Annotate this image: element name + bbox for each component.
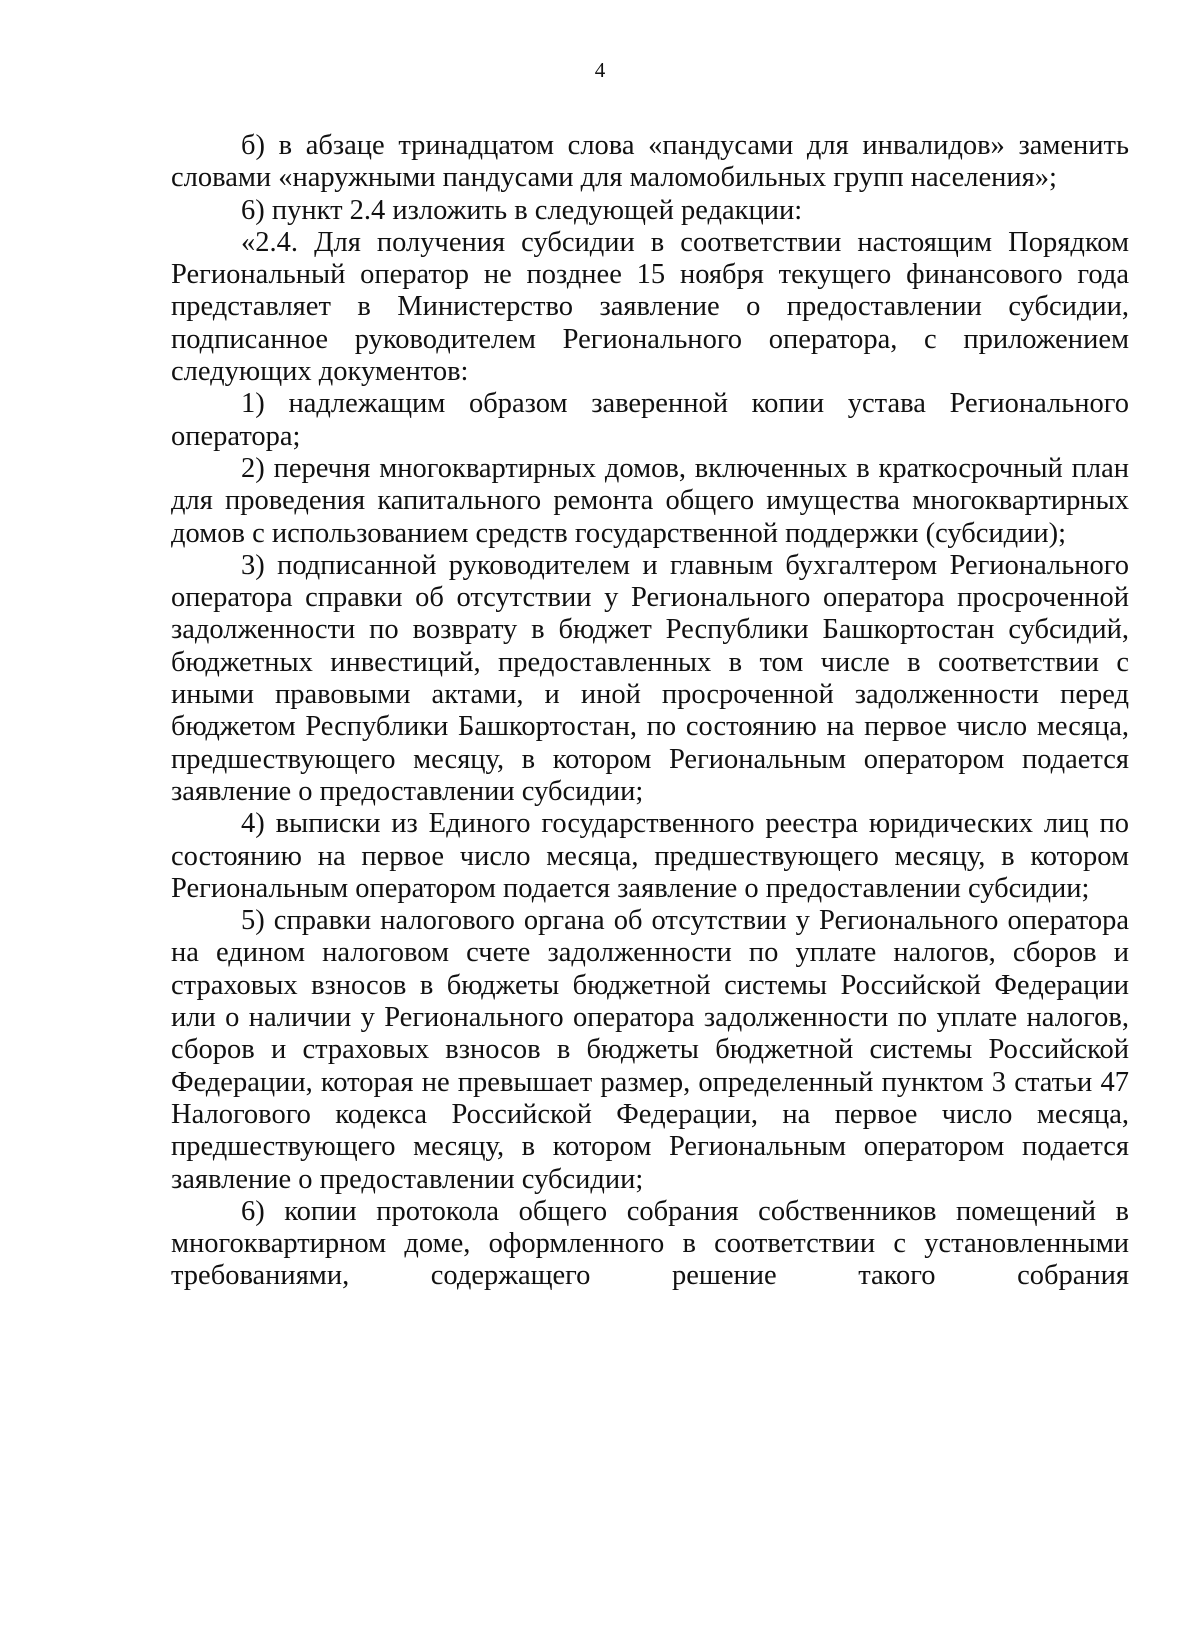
paragraph-item-6: 6) пункт 2.4 изложить в следующей редакции: bbox=[241, 194, 803, 226]
paragraph-2-4-intro: «2.4. Для получения субсидии в соответствии настоящим Порядком Региональный оператор не позднее 15 ноября текущего финансового года представляет в Министерство заявление о предоставлении субсидии, подписанное руководителем Регионального оператора, с приложением следующих документов: bbox=[171, 226, 1129, 388]
paragraph-item-b: б) в абзаце тринадцатом слова «пандусами для инвалидов» заменить словами «наружными пандусами для маломобильных групп населения»; bbox=[171, 130, 1129, 194]
page-number: 4 bbox=[594, 58, 606, 82]
list-item-4: 4) выписки из Единого государственного реестра юридических лиц по состоянию на первое число месяца, предшествующего месяцу, в котором Региональным оператором подается заявление о предоставлении субсидии; bbox=[171, 808, 1129, 904]
list-item-2: 2) перечня многоквартирных домов, включенных в краткосрочный план для проведения капитального ремонта общего имущества многоквартирных домов с использованием средств государственной поддержки (субсидии); bbox=[171, 452, 1129, 549]
document-body bbox=[171, 130, 1129, 1293]
list-item-6: 6) копии протокола общего собрания собственников помещений в многоквартирном доме, оформленного в соответствии с установленными требованиями, содержащего решение такого собрания bbox=[171, 1195, 1129, 1292]
list-item-3: 3) подписанной руководителем и главным бухгалтером Регионального оператора справки об отсутствии у Регионального оператора просроченной задолженности по возврату в бюджет Республики Башкортостан субсидий, бюджетных инвестиций, предоставленных в том числе в соответствии с иными правовыми актами, и иной просроченной задолженности перед бюджетом Республики Башкортостан, по состоянию на первое число месяца, предшествующего месяцу, в котором Региональным оператором подается заявление о предоставлении субсидии; bbox=[171, 549, 1129, 807]
list-item-1: 1) надлежащим образом заверенной копии устава Регионального оператора; bbox=[171, 388, 1129, 452]
list-item-5: 5) справки налогового органа об отсутствии у Регионального оператора на едином налоговом счете задолженности по уплате налогов, сборов и страховых взносов в бюджеты бюджетной системы Российской Федерации или о наличии у Регионального оператора задолженности по уплате налогов, сборов и страховых взносов в бюджеты бюджетной системы Российской Федерации, которая не превышает размер, определенный пунктом 3 статьи 47 Налогового кодекса Российской Федерации, на первое число месяца, предшествующего месяцу, в котором Региональным оператором подается заявление о предоставлении субсидии; bbox=[171, 905, 1129, 1195]
